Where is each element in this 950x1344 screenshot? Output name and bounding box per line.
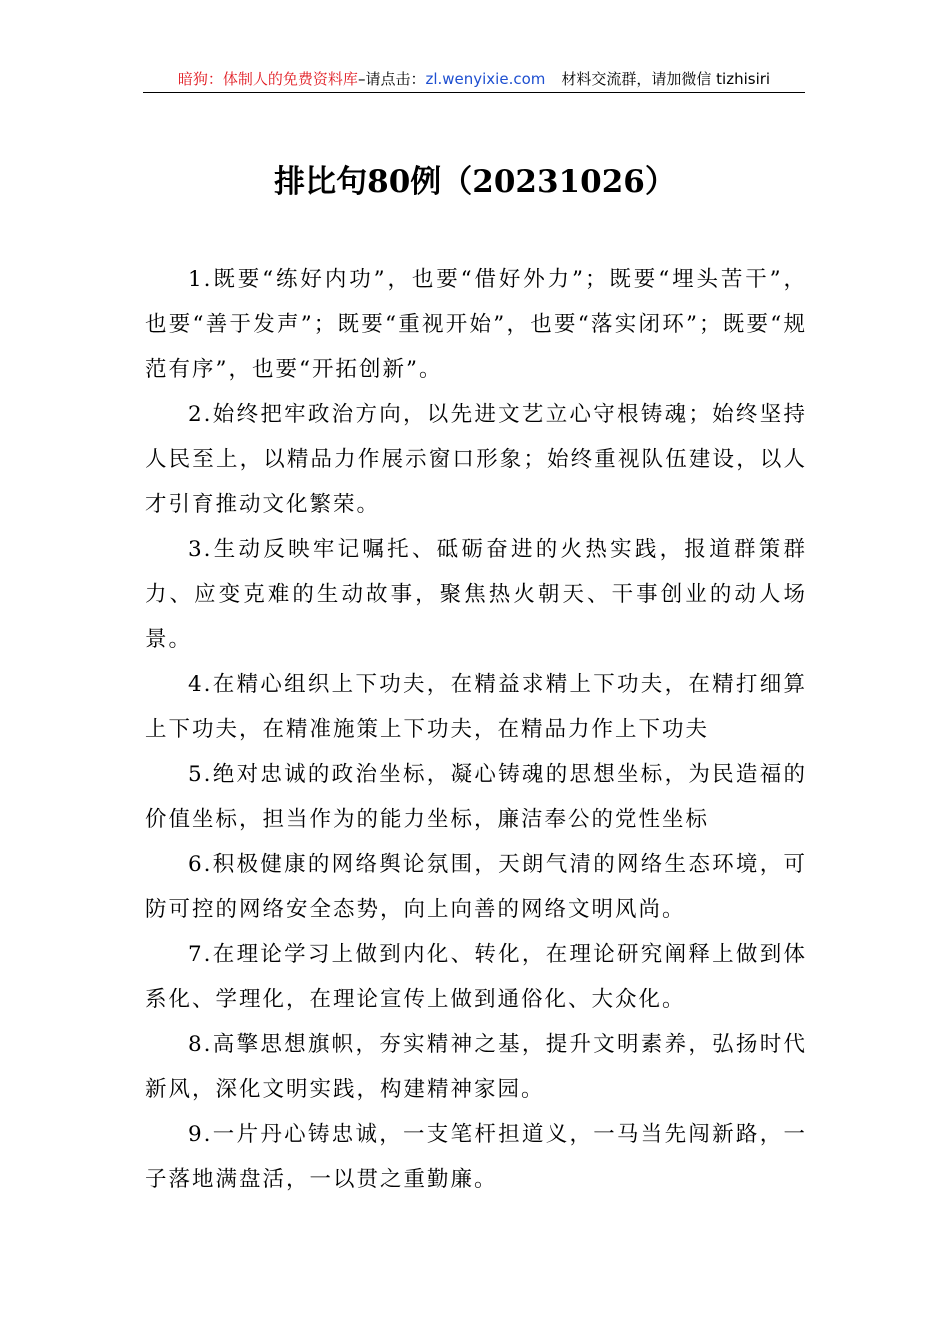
paragraph: 8.高擎思想旗帜，夯实精神之基，提升文明素养，弘扬时代新风，深化文明实践，构建精神家园。 <box>145 1032 807 1102</box>
paragraph: 6.积极健康的网络舆论氛围，天朗气清的网络生态环境，可防可控的网络安全态势，向上向善的网络文明风尚。 <box>145 852 807 922</box>
header-site-link[interactable]: zl.wenyixie.com <box>425 70 546 88</box>
paragraph: 2.始终把牢政治方向，以先进文艺立心守根铸魂；始终坚持人民至上，以精品力作展示窗口形象；始终重视队伍建设，以人才引育推动文化繁荣。 <box>145 402 807 517</box>
paragraph: 5.绝对忠诚的政治坐标，凝心铸魂的思想坐标，为民造福的价值坐标，担当作为的能力坐标，廉洁奉公的党性坐标 <box>145 762 807 832</box>
paragraph: 3.生动反映牢记嘱托、砥砺奋进的火热实践，报道群策群力、应变克难的生动故事，聚焦热火朝天、干事创业的动人场景。 <box>145 537 807 652</box>
paragraph: 9.一片丹心铸忠诚，一支笔杆担道义，一马当先闯新路，一子落地满盘活，一以贯之重勤廉。 <box>145 1122 807 1192</box>
header-wechat-note: 材料交流群，请加微信 tizhisiri <box>561 70 771 88</box>
paragraph: 1.既要“练好内功”，也要“借好外力”；既要“埋头苦干”，也要“善于发声”；既要“重视开始”，也要“落实闭环”；既要“规范有序”，也要“开拓创新”。 <box>145 267 807 382</box>
paragraph: 7.在理论学习上做到内化、转化，在理论研究阐释上做到体系化、学理化，在理论宣传上做到通俗化、大众化。 <box>145 942 807 1012</box>
page-header <box>143 68 805 93</box>
document-body <box>145 257 807 1202</box>
paragraph: 4.在精心组织上下功夫，在精益求精上下功夫，在精打细算上下功夫，在精准施策上下功夫，在精品力作上下功夫 <box>145 672 807 742</box>
document-title: 排比句80例（20231026） <box>274 164 676 200</box>
header-click-prompt: –请点击： <box>357 70 426 88</box>
header-site-name: 暗狗：体制人的免费资料库 <box>177 70 358 88</box>
